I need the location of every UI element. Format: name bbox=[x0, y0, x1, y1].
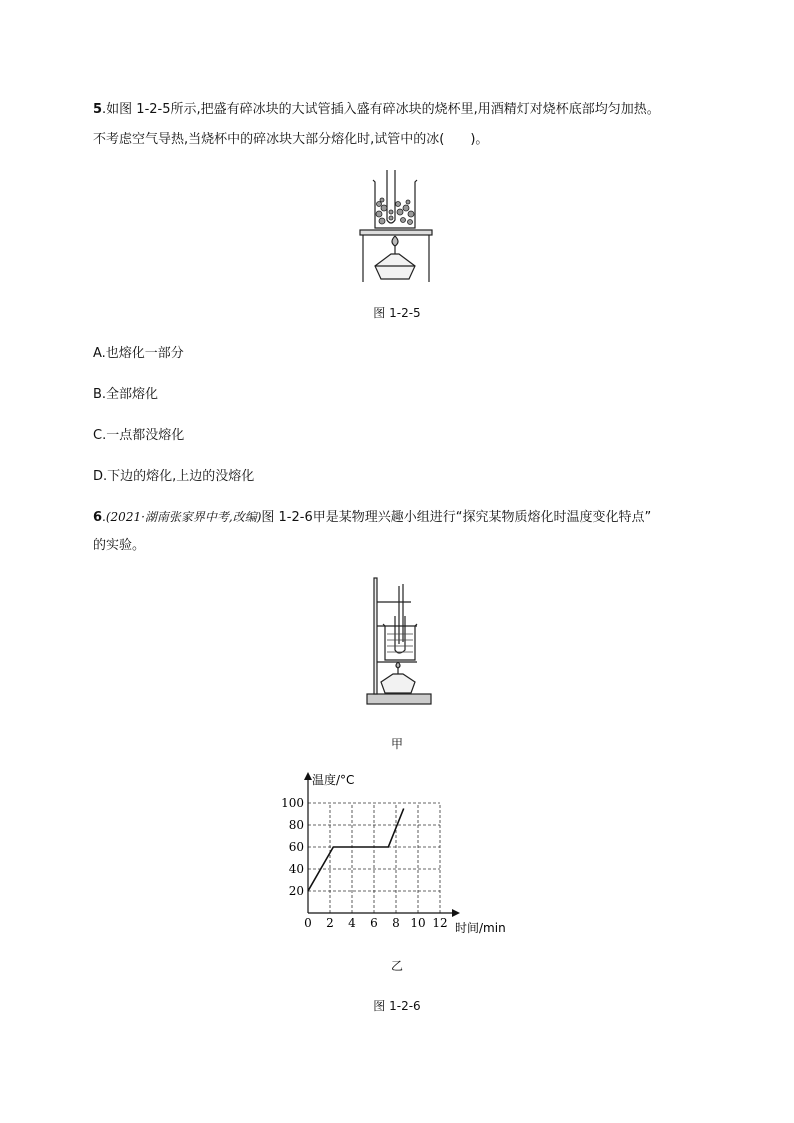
q5-line1: .如图 1-2-5所示,把盛有碎冰块的大试管插入盛有碎冰块的烧杯里,用酒精灯对烧杯底部均匀加热。 bbox=[102, 102, 660, 117]
figure-1-2-5-caption: 图 1-2-5 bbox=[373, 306, 421, 320]
q6-text-line1 bbox=[93, 508, 651, 527]
figure-a-caption: 甲 bbox=[390, 737, 403, 751]
test-tube bbox=[387, 170, 395, 223]
y-tick-labels bbox=[281, 796, 304, 898]
y-axis-label: 温度/°C bbox=[312, 773, 355, 787]
q6-number: 6 bbox=[93, 510, 103, 525]
figure-b-caption: 乙 bbox=[390, 959, 403, 973]
figure-1-2-6-caption: 图 1-2-6 bbox=[373, 999, 421, 1013]
q5-option-d: D.下边的熔化,上边的没熔化 bbox=[93, 469, 255, 484]
q6-text-line2: 的实验。 bbox=[93, 538, 146, 553]
stand-base bbox=[367, 694, 431, 704]
stand-top bbox=[360, 230, 432, 235]
q6-line1: 图 1-2-6甲是某物理兴趣小组进行“探究某物质熔化时温度变化特点” bbox=[261, 510, 652, 525]
x-tick-label: 10 bbox=[410, 916, 426, 930]
x-tick-label: 4 bbox=[348, 916, 356, 930]
q5-option-c: C.一点都没熔化 bbox=[93, 428, 185, 443]
q5-text-line2: 不考虑空气导热,当烧杯中的碎冰块大部分熔化时,试管中的冰( )。 bbox=[93, 132, 489, 147]
x-tick-label: 12 bbox=[432, 916, 448, 930]
water-beaker bbox=[383, 624, 417, 660]
x-axis-arrow bbox=[452, 909, 460, 917]
y-tick-label: 60 bbox=[288, 840, 304, 854]
water-ripples bbox=[387, 634, 413, 652]
y-tick-label: 80 bbox=[288, 818, 304, 832]
temperature-time-chart bbox=[280, 768, 520, 938]
flame bbox=[392, 236, 398, 246]
q5-text-line1 bbox=[93, 101, 660, 119]
x-tick-label: 8 bbox=[392, 916, 400, 930]
y-tick-label: 100 bbox=[281, 796, 304, 810]
q5-number: 5 bbox=[93, 102, 103, 117]
iron-stand-apparatus-figure bbox=[365, 576, 433, 708]
y-axis-arrow bbox=[304, 772, 312, 780]
x-tick-label: 6 bbox=[370, 916, 378, 930]
q5-option-b: B.全部熔化 bbox=[93, 387, 159, 402]
x-tick-labels bbox=[304, 916, 447, 930]
y-tick-label: 20 bbox=[288, 884, 304, 898]
lamp-flame bbox=[396, 662, 400, 668]
stand-rod bbox=[374, 578, 377, 694]
q6-source: .(2021·湖南张家界中考,改编) bbox=[102, 510, 262, 524]
y-tick-label: 40 bbox=[288, 862, 304, 876]
lamp bbox=[381, 674, 415, 693]
series-line-temperature bbox=[308, 809, 404, 892]
x-tick-label: 0 bbox=[304, 916, 312, 930]
x-axis-label: 时间/min bbox=[455, 921, 506, 935]
beaker-apparatus-figure bbox=[355, 168, 445, 285]
x-tick-label: 2 bbox=[326, 916, 334, 930]
q5-option-a: A.也熔化一部分 bbox=[93, 346, 184, 361]
